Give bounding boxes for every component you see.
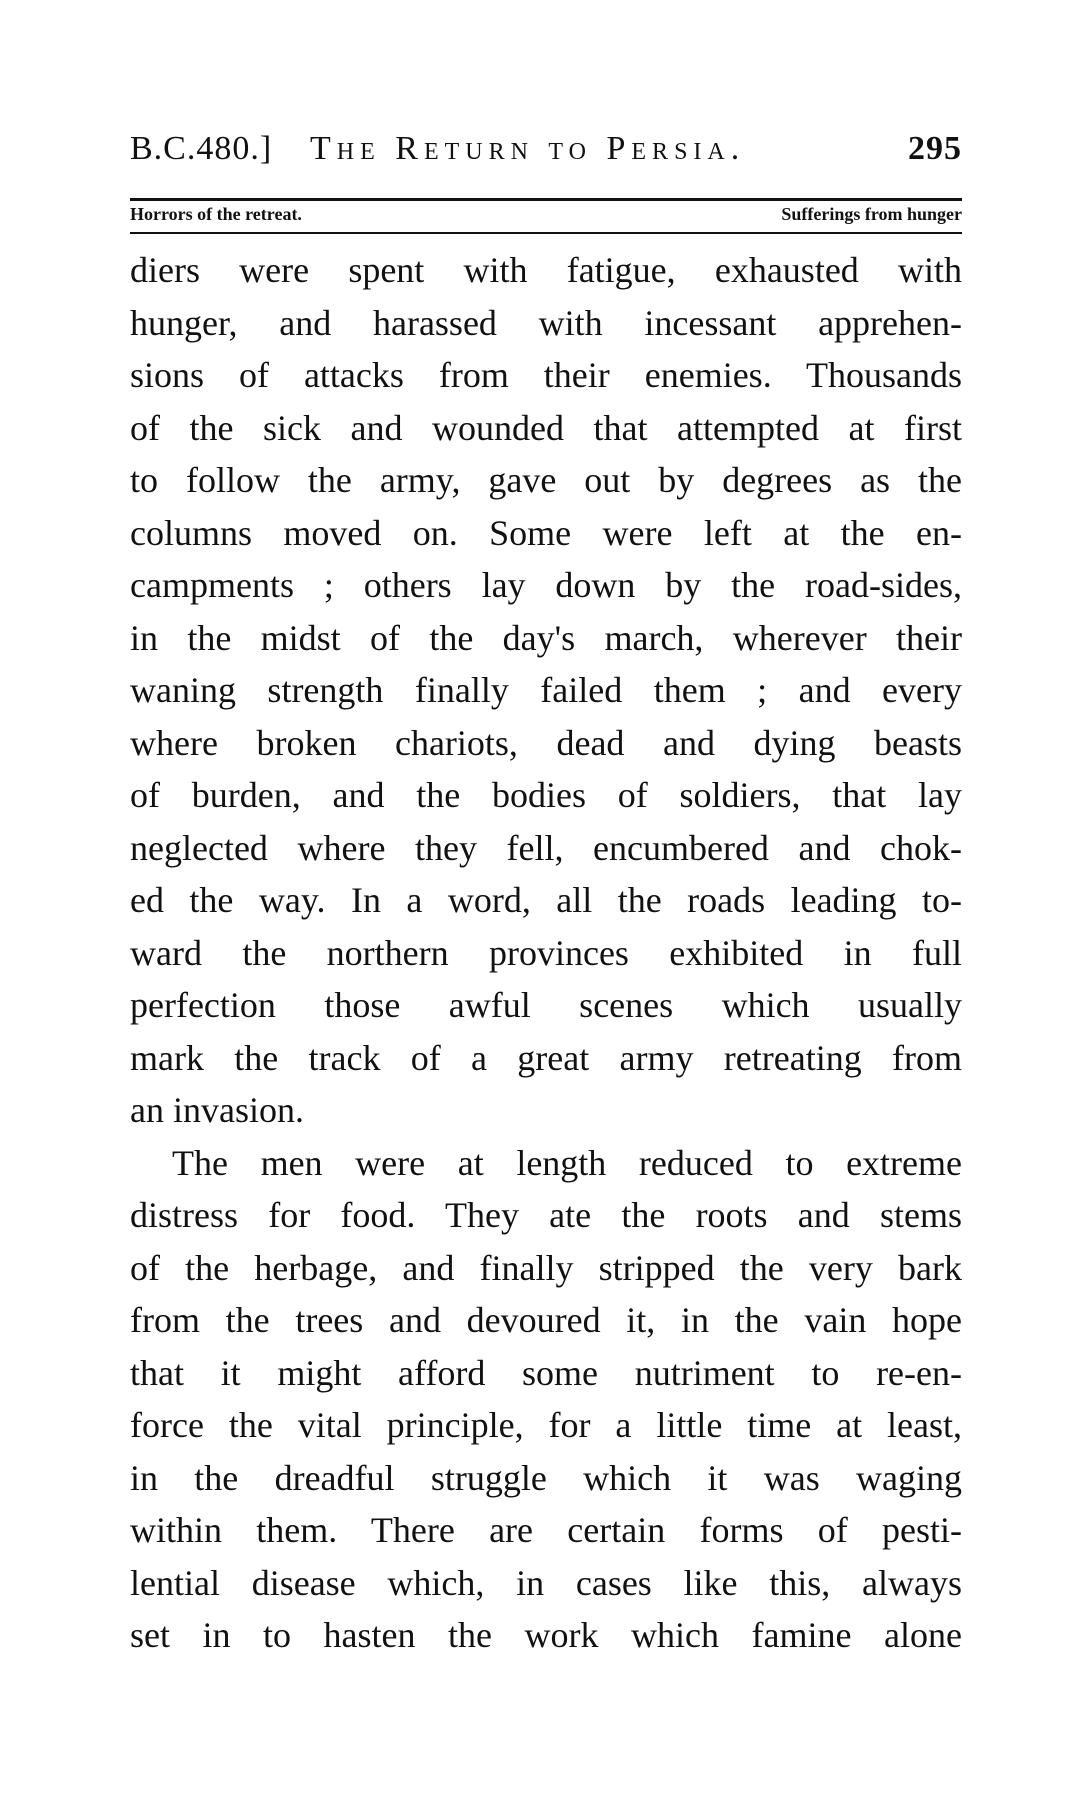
paragraph-1 bbox=[130, 244, 962, 1137]
text-line: neglected where they fell, encumbered and chok- bbox=[130, 827, 962, 868]
text-line: an invasion. bbox=[130, 1090, 304, 1130]
text-line: The men were at length reduced to extreme bbox=[172, 1142, 962, 1183]
text-line: where broken chariots, dead and dying beasts bbox=[130, 722, 962, 763]
running-header bbox=[130, 130, 962, 180]
text-line: ed the way. In a word, all the roads leading to- bbox=[130, 880, 962, 920]
header-title: The Return to Persia. bbox=[310, 130, 746, 167]
text-line: in the dreadful struggle which it was waging bbox=[130, 1457, 962, 1498]
marginal-subheads bbox=[130, 204, 962, 234]
text-line: mark the track of a great army retreating from bbox=[130, 1037, 962, 1078]
text-line: of the herbage, and finally stripped the very bark bbox=[130, 1247, 962, 1288]
text-line: waning strength finally failed them ; and every bbox=[130, 670, 962, 710]
paragraph-2 bbox=[130, 1137, 962, 1662]
text-line: hunger, and harassed with incessant apprehen- bbox=[130, 302, 962, 343]
text-line: columns moved on. Some were left at the en- bbox=[130, 512, 962, 553]
text-line: ward the northern provinces exhibited in full bbox=[130, 932, 962, 973]
body-text bbox=[130, 244, 962, 1662]
text-line: that it might afford some nutriment to re-en- bbox=[130, 1352, 962, 1393]
text-line: within them. There are certain forms of pesti- bbox=[130, 1510, 962, 1550]
text-line: lential disease which, in cases like this, always bbox=[130, 1562, 962, 1603]
text-line: campments ; others lay down by the road-sides, bbox=[130, 565, 962, 605]
text-line: distress for food. They ate the roots and stems bbox=[130, 1195, 962, 1235]
text-line: to follow the army, gave out by degrees as the bbox=[130, 460, 962, 500]
header-rule-bottom bbox=[130, 232, 962, 234]
text-line: perfection those awful scenes which usually bbox=[130, 985, 962, 1025]
text-line: force the vital principle, for a little time at least, bbox=[130, 1405, 962, 1445]
text-line: from the trees and devoured it, in the vain hope bbox=[130, 1300, 962, 1340]
text-line: sions of attacks from their enemies. Thousands bbox=[130, 355, 962, 395]
header-date: B.C.480.] bbox=[130, 130, 273, 167]
text-line: in the midst of the day's march, wherever their bbox=[130, 617, 962, 658]
header-rule-top bbox=[130, 198, 962, 201]
subhead-left: Horrors of the retreat. bbox=[130, 204, 302, 224]
text-line: of burden, and the bodies of soldiers, that lay bbox=[130, 775, 962, 815]
page-number: 295 bbox=[908, 130, 962, 167]
subhead-right: Sufferings from hunger bbox=[781, 204, 962, 224]
text-line: set in to hasten the work which famine alone bbox=[130, 1615, 962, 1655]
text-line: diers were spent with fatigue, exhausted with bbox=[130, 250, 962, 290]
text-line: of the sick and wounded that attempted at first bbox=[130, 407, 962, 448]
